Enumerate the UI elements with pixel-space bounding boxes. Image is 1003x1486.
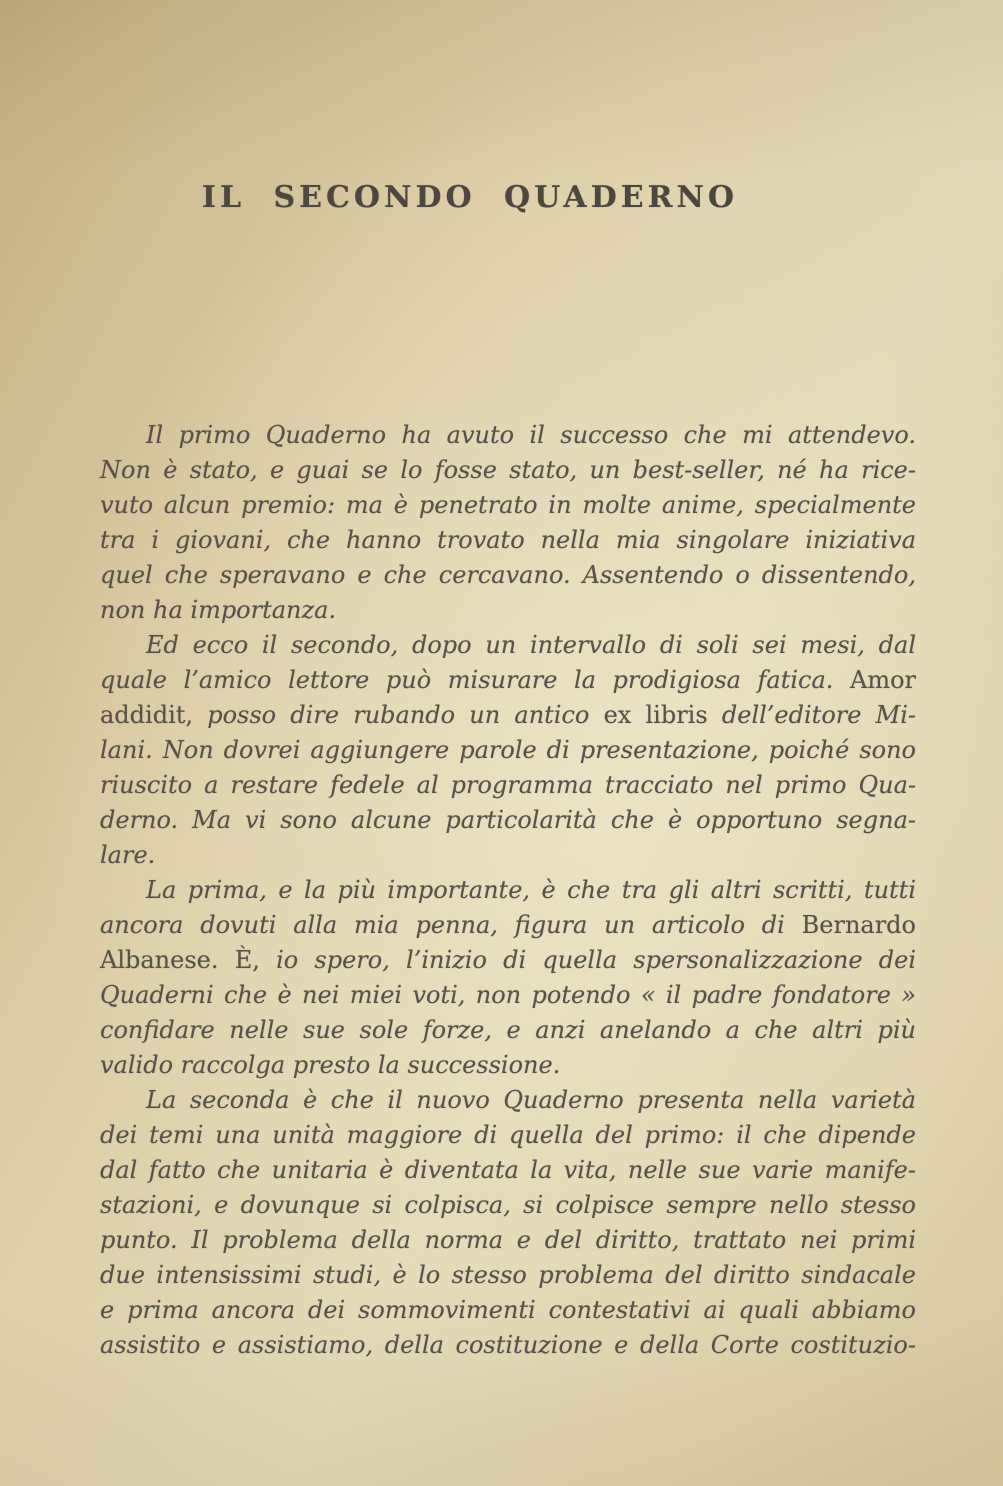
- text-line: [100, 593, 916, 628]
- text-line: [100, 1083, 916, 1118]
- text-line: [100, 1293, 916, 1328]
- italic-text-segment: dal fatto che unitaria è diventata la vita, nelle sue varie manife-: [100, 1156, 916, 1184]
- italic-text-segment: dell’editore Mi-: [707, 701, 916, 729]
- text-line: [100, 1258, 916, 1293]
- italic-text-segment: punto. Il problema della norma e del diritto, trattato nei primi: [100, 1226, 916, 1254]
- italic-text-segment: Non è stato, e guai se lo fosse stato, un best-seller, né ha rice-: [100, 456, 916, 484]
- text-line: [100, 418, 916, 453]
- text-line: [100, 1048, 916, 1083]
- roman-text-segment: addidit,: [100, 701, 194, 729]
- roman-text-segment: ex libris: [603, 701, 708, 729]
- italic-text-segment: Quaderni che è nei miei voti, non potendo « il padre fondatore »: [100, 981, 916, 1009]
- italic-text-segment: non ha importanza.: [100, 596, 337, 624]
- italic-text-segment: lani. Non dovrei aggiungere parole di presentazione, poiché sono: [100, 736, 916, 764]
- italic-text-segment: riuscito a restare fedele al programma tracciato nel primo Qua-: [100, 771, 916, 799]
- italic-text-segment: valido raccolga presto la successione.: [100, 1051, 561, 1079]
- roman-text-segment: Albanese. È,: [100, 946, 260, 974]
- italic-text-segment: La prima, e la più importante, è che tra gli altri scritti, tutti: [146, 876, 916, 904]
- italic-text-segment: stazioni, e dovunque si colpisca, si colpisce sempre nello stesso: [100, 1191, 916, 1219]
- italic-text-segment: assistito e assistiamo, della costituzione e della Corte costituzio-: [100, 1331, 916, 1359]
- italic-text-segment: quale l’amico lettore può misurare la prodigiosa fatica.: [100, 666, 850, 694]
- text-line: [100, 838, 916, 873]
- italic-text-segment: ancora dovuti alla mia penna, figura un articolo di: [100, 911, 802, 939]
- italic-text-segment: io spero, l’inizio di quella spersonalizzazione dei: [259, 946, 917, 974]
- text-line: [100, 1328, 916, 1363]
- italic-text-segment: posso dire rubando un antico: [193, 701, 604, 729]
- text-line: [100, 1188, 916, 1223]
- text-line: [100, 558, 916, 593]
- text-line: [100, 873, 916, 908]
- italic-text-segment: derno. Ma vi sono alcune particolarità che è opportuno segna-: [100, 806, 916, 834]
- text-line: [100, 628, 916, 663]
- italic-text-segment: e prima ancora dei sommovimenti contestativi ai quali abbiamo: [100, 1296, 916, 1324]
- text-line: [100, 733, 916, 768]
- text-line: [100, 908, 916, 943]
- text-line: [100, 978, 916, 1013]
- italic-text-segment: vuto alcun premio: ma è penetrato in molte anime, specialmente: [100, 491, 916, 519]
- italic-text-segment: dei temi una unità maggiore di quella del primo: il che dipende: [100, 1121, 916, 1149]
- text-line: [100, 768, 916, 803]
- italic-text-segment: Il primo Quaderno ha avuto il successo che mi attendevo.: [146, 421, 916, 449]
- text-line: [100, 1118, 916, 1153]
- text-line: [100, 803, 916, 838]
- text-line: [100, 663, 916, 698]
- italic-text-segment: tra i giovani, che hanno trovato nella mia singolare iniziativa: [100, 526, 916, 554]
- text-line: [100, 453, 916, 488]
- italic-text-segment: La seconda è che il nuovo Quaderno presenta nella varietà: [146, 1086, 916, 1114]
- text-line: [100, 488, 916, 523]
- italic-text-segment: confidare nelle sue sole forze, e anzi anelando a che altri più: [100, 1016, 916, 1044]
- text-line: [100, 1223, 916, 1258]
- body-text: [100, 418, 916, 1363]
- italic-text-segment: Ed ecco il secondo, dopo un intervallo di soli sei mesi, dal: [146, 631, 916, 659]
- text-line: [100, 698, 916, 733]
- italic-text-segment: lare.: [100, 841, 156, 869]
- italic-text-segment: quel che speravano e che cercavano. Assentendo o dissentendo,: [100, 561, 916, 589]
- roman-text-segment: Amor: [849, 666, 916, 694]
- text-line: [100, 1013, 916, 1048]
- text-line: [100, 523, 916, 558]
- roman-text-segment: Bernardo: [801, 911, 916, 939]
- italic-text-segment: due intensissimi studi, è lo stesso problema del diritto sindacale: [100, 1261, 916, 1289]
- text-line: [100, 943, 916, 978]
- text-line: [100, 1153, 916, 1188]
- page-title: IL SECONDO QUADERNO: [201, 180, 739, 215]
